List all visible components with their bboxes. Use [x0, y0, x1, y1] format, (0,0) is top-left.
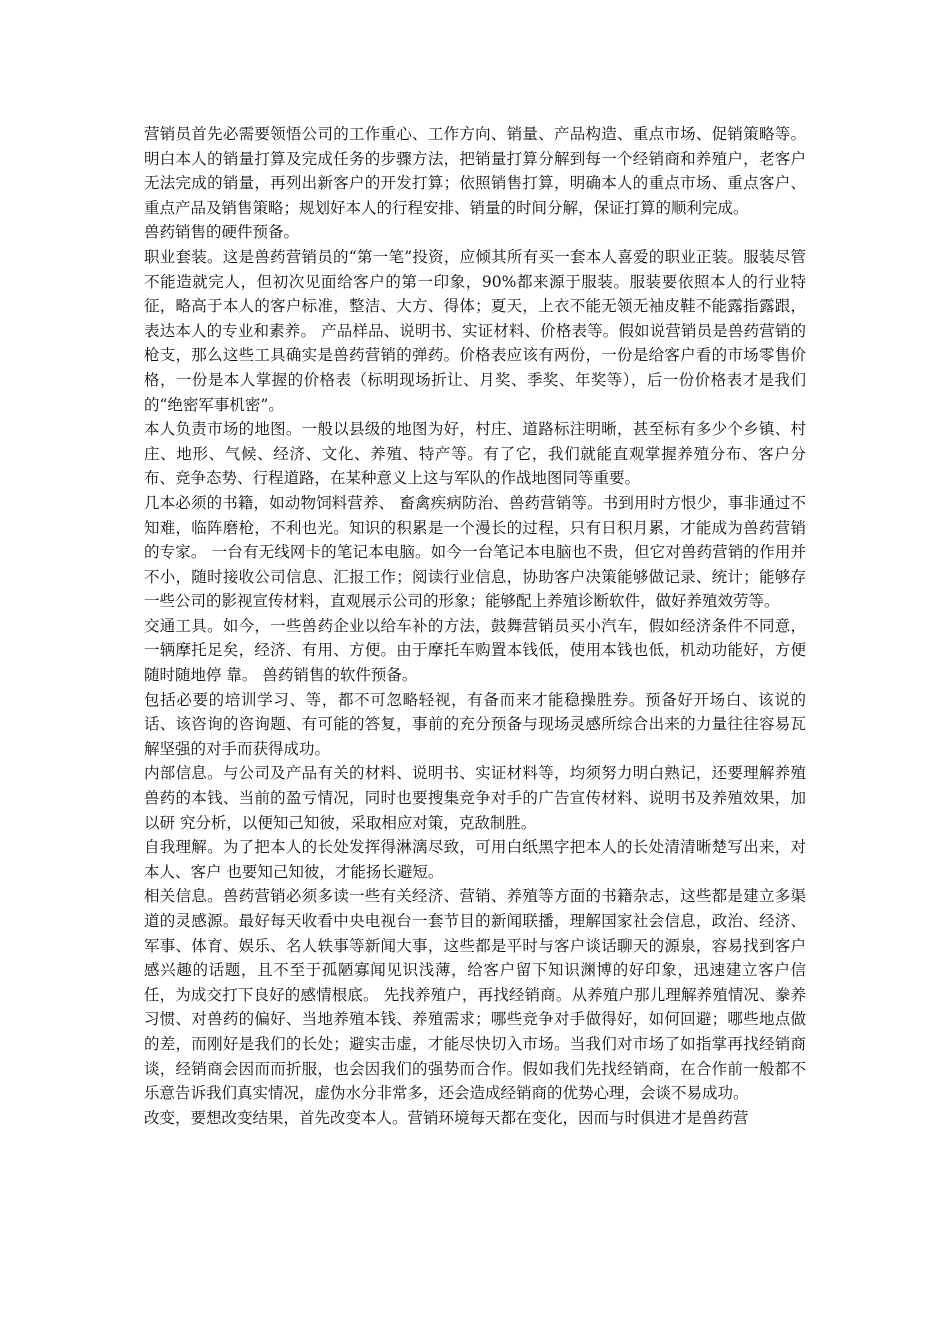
document-page	[144, 122, 806, 1130]
paragraph-transportation: 交通工具。如今，一些兽药企业以给车补的方法，鼓舞营销员买小汽车，假如经济条件不同意，一辆摩托足矣，经济、有用、方便。由于摩托车购置本钱低，使用本钱也低，机动功能好，方便随时随地停 靠。 兽药销售的软件预备。	[144, 616, 806, 685]
paragraph-related-info: 相关信息。兽药营销必须多读一些有关经济、营销、养殖等方面的书籍杂志，这些都是建立多渠道的灵感源。最好每天收看中央电视台一套节目的新闻联播，理解国家社会信息，政治、经济、军事、体育、娱乐、名人轶事等新闻大事，这些都是平时与客户谈话聊天的源泉，容易找到客户感兴趣的话题，且不至于孤陋寡闻见识浅薄，给客户留下知识渊博的好印象，迅速建立客户信任，为成交打下良好的感情根底。 先找养殖户，再找经销商。从养殖户那儿理解养殖情况、豢养习惯、对兽药的偏好、当地养殖本钱、养殖需求；哪些竞争对手做得好，如何回避；哪些地点做的差，而刚好是我们的长处；避实击虚，才能尽快切入市场。当我们对市场了如指掌再找经销商谈，经销商会因而而折服，也会因我们的强势而合作。假如我们先找经销商，在合作前一般都不乐意告诉我们真实情况，虚伪水分非常多，还会造成经销商的优势心理，会谈不易成功。	[144, 887, 806, 1103]
paragraph-internal-info: 内部信息。与公司及产品有关的材料、说明书、实证材料等，均须努力明白熟记，还要理解养殖兽药的本钱、当前的盈亏情况，同时也要搜集竞争对手的广告宣传材料、说明书及养殖效果，加以研 究分析，以便知己知彼，采取相应对策，克敌制胜。	[144, 764, 806, 832]
paragraph-market-map: 本人负责市场的地图。一般以县级的地图为好，村庄、道路标注明晰，甚至标有多少个乡镇、村庄、地形、气候、经济、文化、养殖、特产等。有了它，我们就能直观掌握养殖分布、客户分布、竞争态势、行程道路，在某种意义上这与军队的作战地图同等重要。	[144, 420, 806, 488]
paragraph-hardware-heading: 兽药销售的硬件预备。	[144, 223, 300, 242]
paragraph-books-laptop: 几本必须的书籍，如动物饲料营养、 畜禽疾病防治、兽药营销等。书到用时方恨少，事非通过不知难，临阵磨枪，不利也光。知识的积累是一个漫长的过程，只有日积月累，才能成为兽药营销的专家。 一台有无线网卡的笔记本电脑。如今一台笔记本电脑也不贵，但它对兽药营销的作用并不小，随时接收公司信息、汇报工作；阅读行业信息，协助客户决策能够做记录、统计；能够存一些公司的影视宣传材料，直观展示公司的形象；能够配上养殖诊断软件，做好养殖效劳等。	[144, 493, 806, 611]
paragraph-self-understanding: 自我理解。为了把本人的长处发挥得淋漓尽致，可用白纸黑字把本人的长处清清晰楚写出来，对本人、客户 也要知己知彼，才能扬长避短。	[144, 838, 806, 881]
paragraph-sales-planning: 营销员首先必需要领悟公司的工作重心、工作方向、销量、产品构造、重点市场、促销策略等。明白本人的销量打算及完成任务的步骤方法，把销量打算分解到每一个经销商和养殖户，老客户无法完成的销量，再列出新客户的开发打算；依照销售打算，明确本人的重点市场、重点客户、重点产品及销售策略；规划好本人的行程安排、销量的时间分解，保证打算的顺利完成。	[144, 125, 806, 217]
paragraph-training: 包括必要的培训学习、等，都不可忽略轻视，有备而来才能稳操胜券。预备好开场白、该说的话、该咨询的咨询题、有可能的答复，事前的充分预备与现场灵感所综合出来的力量往往容易瓦解坚强的对手而获得成功。	[144, 690, 806, 758]
paragraph-professional-attire: 职业套装。这是兽药营销员的“第一笔”投资，应倾其所有买一套本人喜爱的职业正装。服装尽管不能造就完人，但初次见面给客户的第一印象，90%都来源于服装。服装要依照本人的行业特征，略高于本人的客户标准，整洁、大方、得体；夏天，上衣不能无领无袖皮鞋不能露指露跟，表达本人的专业和素养。 产品样品、说明书、实证材料、价格表等。假如说营销员是兽药营销的枪支，那么这些工具确实是兽药营销的弹药。价格表应该有两份，一份是给客户看的市场零售价格，一份是本人掌握的价格表（标明现场折让、月奖、季奖、年奖等），后一份价格表才是我们的“绝密军事机密”。	[144, 247, 806, 414]
paragraph-change: 改变，要想改变结果，首先改变本人。营销环境每天都在变化，因而与时俱进才是兽药营	[144, 1108, 749, 1127]
